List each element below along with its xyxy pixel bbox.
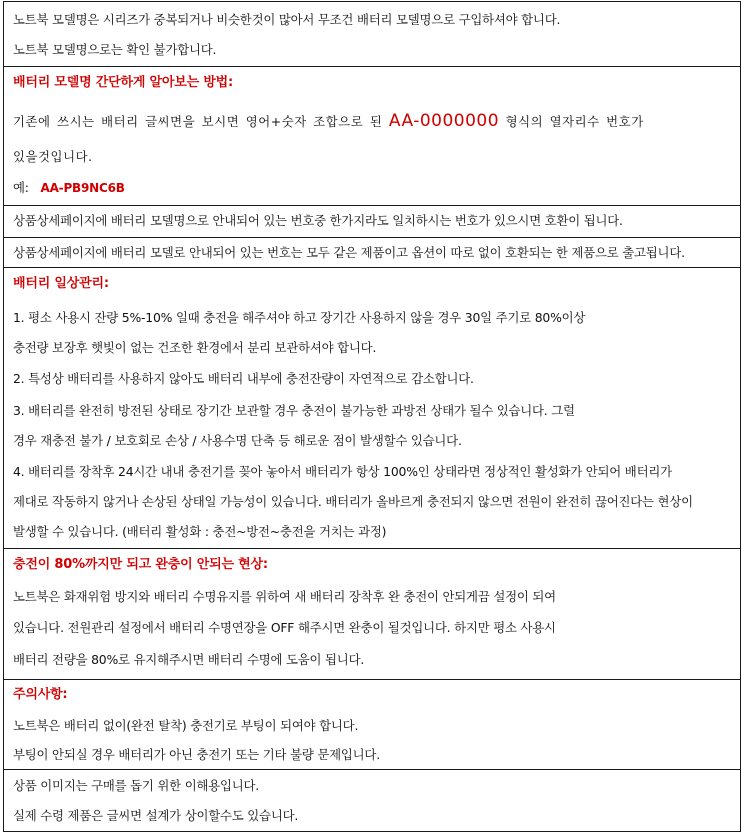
image-note-section <box>4 770 740 833</box>
daily-care-line: 3. 배터리를 완전히 방전된 상태로 장기간 보관할 경우 충전이 불가능한 과방전 상태가 될수 있습니다. 그럴 <box>13 403 575 418</box>
compatibility-section <box>4 206 740 238</box>
purchase-notice-section <box>4 2 740 67</box>
image-note-line: 실제 수령 제품은 글씨면 설계가 상이할수도 있습니다. <box>13 808 299 823</box>
daily-care-section <box>4 268 740 549</box>
daily-care-line: 1. 평소 사용시 잔량 5%-10% 일때 충전을 해주셔야 하고 장기간 사용하지 않을 경우 30일 주기로 80%이상 <box>13 310 586 325</box>
daily-care-heading: 배터리 일상관리: <box>13 276 109 291</box>
model-example-line <box>13 180 734 196</box>
daily-care-line: 충전량 보장후 햇빛이 없는 건조한 환경에서 분리 보관하셔야 합니다. <box>13 340 377 355</box>
charge-limit-heading: 충전이 80%까지만 되고 완충이 안되는 현상: <box>13 557 268 572</box>
daily-care-line: 발생할 수 있습니다. (배터리 활성화 : 충전~방전~충전을 거치는 과정) <box>13 524 387 539</box>
caution-line: 노트북은 배터리 없이(완전 탈착) 충전기로 부팅이 되여야 합니다. <box>13 718 359 733</box>
charge-limit-line: 노트북은 화재위험 방지와 배터리 수명유지를 위하여 새 배터리 장착후 완 충전이 안되게끔 설정이 되여 <box>13 589 556 604</box>
model-guide-line-1-suffix: 형식의 열자리수 번호가 <box>505 114 644 129</box>
compatibility-line: 상품상세페이지에 배터리 모델명으로 안내되어 있는 번호중 한가지라도 일치하시는 번호가 있으시면 호환이 됩니다. <box>13 213 623 228</box>
image-note-line: 상품 이미지는 구매를 돕기 위한 이해용입니다. <box>13 778 260 793</box>
shipping-line: 상품상세페이지에 배터리 모델로 안내되어 있는 번호는 모두 같은 제품이고 옵션이 따로 없이 호환되는 한 제품으로 출고됩니다. <box>13 245 685 260</box>
charge-limit-line: 배터리 전량을 80%로 유지해주시면 배터리 수명에 도움이 됩니다. <box>13 652 365 667</box>
notice-line-2: 노트북 모델명으로는 확인 불가합니다. <box>13 42 217 57</box>
caution-line: 부팅이 안되실 경우 배터리가 아닌 충전기 또는 기타 불량 문제입니다. <box>13 747 380 762</box>
notice-line-1: 노트북 모델명은 시리즈가 중복되거나 비슷한것이 많아서 무조건 배터리 모델명으로 구입하셔야 합니다. <box>13 12 561 27</box>
charge-limit-section <box>4 549 740 680</box>
model-guide-line-2: 있을것입니다. <box>13 149 93 164</box>
format-example: AA-0000000 <box>388 111 500 131</box>
daily-care-line: 경우 재충전 불가 / 보호회로 손상 / 사용수명 단축 등 해로운 점이 발생할수 있습니다. <box>13 433 462 448</box>
model-guide-line-1-prefix: 기존에 쓰시는 배터리 글씨면을 보시면 영어+숫자 조합으로 된 <box>13 114 383 129</box>
caution-section <box>4 680 740 770</box>
example-label: 예: <box>13 180 29 195</box>
daily-care-line: 2. 특성상 배터리를 사용하지 않아도 배터리 내부에 충전잔량이 자연적으로 감소합니다. <box>13 371 474 386</box>
example-model: AA-PB9NC6B <box>40 181 125 195</box>
model-guide-heading: 배터리 모델명 간단하게 알아보는 방법: <box>13 75 234 90</box>
daily-care-line: 제대로 작동하지 않거나 손상된 상태일 가능성이 있습니다. 배터리가 올바르게 충전되지 않으면 전원이 완전히 끊어진다는 현상이 <box>13 494 693 509</box>
model-guide-line-1 <box>13 111 734 132</box>
charge-limit-line: 있습니다. 전원관리 설정에서 배터리 수명연장을 OFF 해주시면 완충이 될것입니다. 하지만 평소 사용시 <box>13 620 556 635</box>
battery-notice-document <box>3 1 741 832</box>
shipping-section <box>4 238 740 268</box>
model-guide-section <box>4 67 740 206</box>
daily-care-line: 4. 배터리를 장착후 24시간 내내 충전기를 꽂아 놓아서 배터리가 항상 100%인 상태라면 정상적인 활성화가 안되어 배터리가 <box>13 464 672 479</box>
caution-heading: 주의사항: <box>13 687 68 702</box>
